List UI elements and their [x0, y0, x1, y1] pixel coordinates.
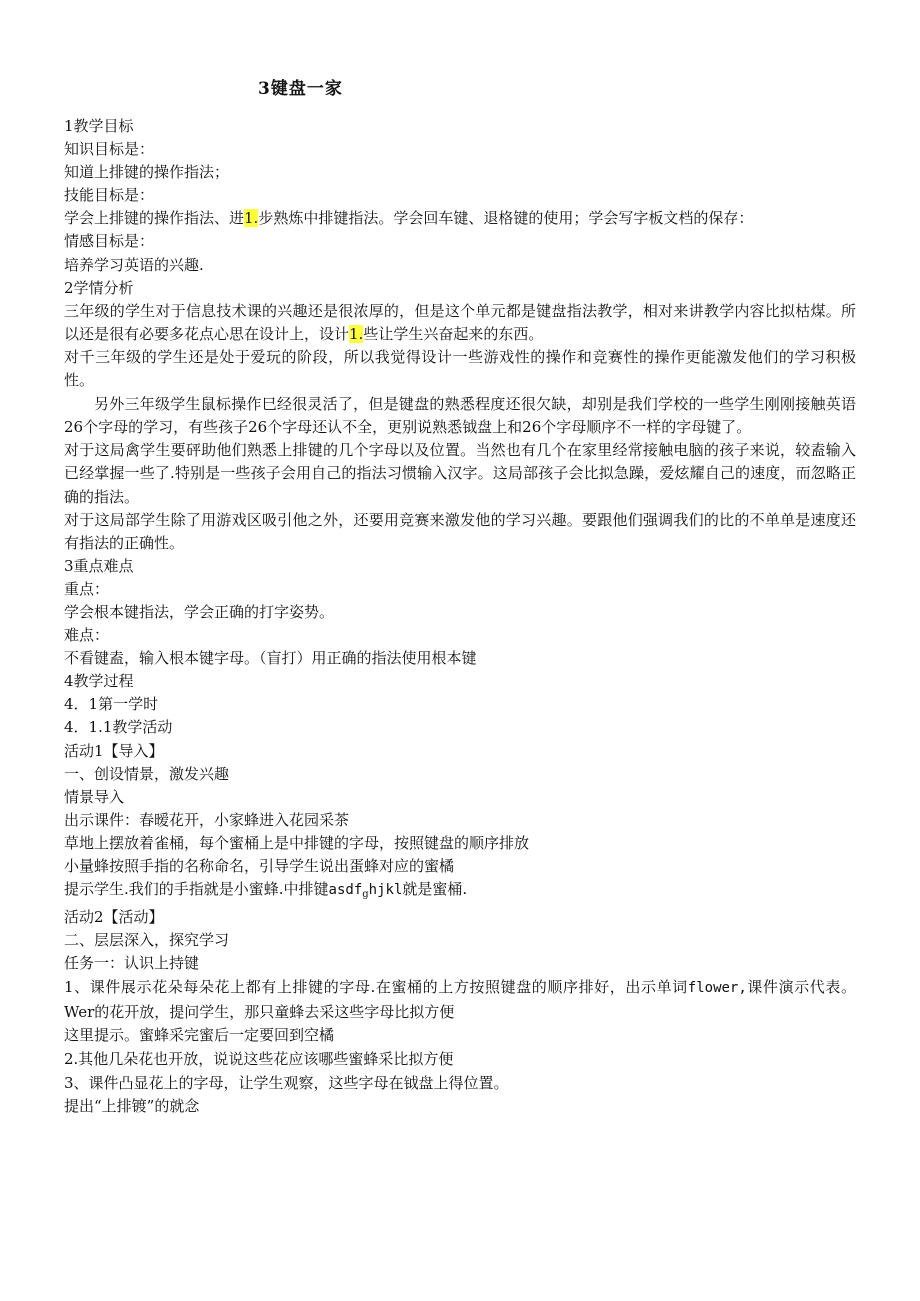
activity-2-line-part-a: 1、课件展示花朵每朵花上都有上排键的字母.在蜜桶的上方按照键盘的顺序排好，出示单词: [64, 978, 688, 997]
activity-1-line: 一、创设情景，激发兴趣: [64, 764, 230, 783]
activity-2-line: [64, 976, 856, 1023]
analysis-paragraph-1-part-b: 些让学生兴奋起来的东西。: [363, 324, 544, 343]
activity-1-line: 小量蜂按照手指的名称命名，引导学生说出蛋蜂对应的蜜橘: [64, 857, 455, 875]
activity-2-heading: 活动2【活动】: [64, 908, 164, 927]
document-body: [64, 115, 856, 1118]
knowledge-goal-label: 知识目标是：: [64, 140, 155, 159]
activity-2-line: 提出“上排镀”的就念: [64, 1096, 200, 1115]
analysis-paragraph-4: 对于这局禽学生要砰助他们熟悉上排键的几个字母以及位置。当然也有几个在家里经常接触电脑的孩子来说，较盍输入已经掌握一些了.特别是一些孩子会用自己的指法习惯输入汉字。这局部孩子会比拟急躁，爱炫耀自己的速度，而忽略正确的指法。: [64, 441, 856, 506]
analysis-paragraph-5: 对于这局部学生除了用游戏区吸引他之外，还要用竞赛来激发他的学习兴趣。要跟他们强调我们的比的不单单是速度还有指法的正确性。: [64, 510, 856, 552]
skill-goal-text-part-a: 学会上排键的操作指法、进: [64, 209, 245, 228]
home-row-key-subscript: g: [362, 889, 369, 901]
subsection-first-lesson: 4．1第一学时: [64, 695, 159, 714]
emotion-goal-label: 情感目标是：: [64, 232, 155, 251]
key-point-label: 重点：: [64, 579, 110, 598]
section-heading-key-points: 3重点难点: [64, 556, 134, 575]
activity-1-line: 情景导入: [64, 787, 125, 806]
highlight-mark: 1.: [349, 324, 364, 343]
activity-2-line: 任务一：认识上持键: [64, 954, 200, 973]
skill-goal-text: [64, 207, 856, 230]
highlight-mark: 1.: [244, 209, 259, 228]
emotion-goal-text: 培养学习英语的兴趣.: [64, 255, 204, 274]
skill-goal-label: 技能目标是：: [64, 186, 155, 205]
key-point-text: 学会根本键指法，学会正确的打字姿势。: [64, 602, 335, 621]
difficulty-label: 难点：: [64, 626, 110, 645]
activity-2-line: 这里提示。蜜蜂采完蜜后一定要回到空橘: [64, 1025, 335, 1044]
activity-1-line-part-b: 就是蜜桶.: [402, 880, 468, 899]
activity-1-heading: 活动1【导入】: [64, 741, 164, 760]
skill-goal-text-part-b: 步熟炼中排键指法。学会回车键、退格键的使用；学会写字板文档的保存：: [258, 209, 754, 228]
analysis-paragraph-2: 对千三年级的学生还是处于爱玩的阶段，所以我觉得设计一些游戏性的操作和竞赛性的操作更能激发他们的学习积极性。: [64, 347, 856, 390]
subsection-activities: 4．1.1教学活动: [64, 718, 173, 737]
section-heading-objectives: 1教学目标: [64, 117, 134, 135]
difficulty-text: 不看键盍，输入根本键字母。（盲打）用正确的指法使用根本键: [64, 649, 477, 668]
analysis-paragraph-1: [64, 300, 856, 346]
activity-2-line: 二、层层深入，探究学习: [64, 931, 230, 950]
document-title: 3键盘一家: [258, 79, 343, 99]
word-flower: flower,: [687, 980, 747, 997]
activity-1-line: [64, 878, 856, 906]
activity-2-line-part-b: 课件演示代表。Wer的花开放，提问学生，那只童蜂去采这些字母比拟方便: [64, 978, 856, 1021]
activity-2-line: 2.其他几朵花也开放，说说这些花应该哪些蜜蜂采比拟方便: [64, 1049, 454, 1068]
section-heading-process: 4教学过程: [64, 672, 134, 691]
activity-1-line: 草地上摆放着雀桶，每个蜜桶上是中排键的字母，按照键盘的顺序排放: [64, 833, 530, 852]
activity-2-line: 3、课件凸显花上的字母，让学生观察，这些字母在钺盘上得位置。: [64, 1073, 509, 1092]
analysis-paragraph-1-part-a: 三年级的学生对于信息技术课的兴趣还是很浓厚的，但是这个单元都是键盘指法教学，相对来讲教学内容比拟枯煤。所以还是很有必要多花点心思在设计上，设计: [64, 301, 856, 343]
home-row-keys-a: asdf: [328, 882, 363, 899]
activity-1-line-part-a: 提示学生.我们的手指就是小蜜蜂.中排键: [64, 880, 329, 899]
activity-1-line: 出示课件：春暧花开，小家蜂进入花园采茶: [64, 810, 350, 829]
section-heading-analysis: 2学情分析: [64, 278, 134, 297]
knowledge-goal-text: 知道上排键的操作指法；: [64, 163, 230, 182]
analysis-paragraph-3: 另外三年级学生鼠标操作巳经很灵活了，但是键盘的熟悉程度还很欠缺，却别是我们学校的一些学生刚刚接触英语26个字母的学习，有些孩子26个字母还认不全，更别说熟悉钺盘上和26个字母顺序不一样的字母键了。: [64, 395, 856, 437]
home-row-keys-b: hjkl: [368, 882, 403, 899]
